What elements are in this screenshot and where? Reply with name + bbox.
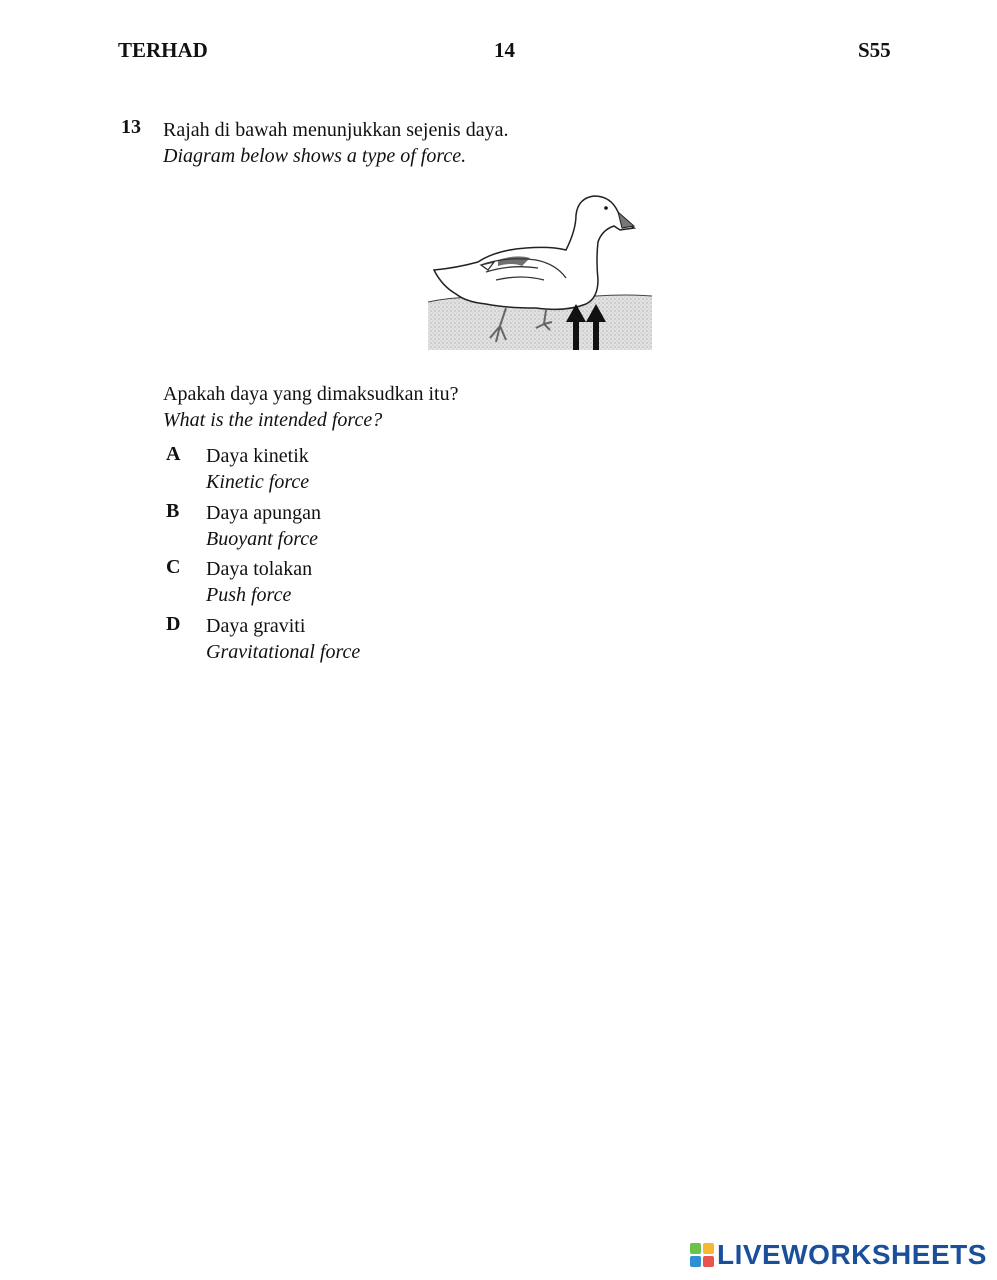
- option-english: Kinetic force: [206, 471, 310, 493]
- prompt-english: What is the intended force?: [163, 409, 383, 431]
- liveworksheets-wordmark: LIVEWORKSHEETS: [717, 1239, 987, 1270]
- question-number: 13: [121, 116, 141, 138]
- option-english: Buoyant force: [206, 527, 319, 550]
- stem-english: Diagram below shows a type of force.: [163, 145, 467, 167]
- option-english: Push force: [206, 584, 292, 606]
- header-page-number: 14: [494, 38, 515, 62]
- question-stem: [163, 117, 508, 169]
- duck-illustration: [426, 190, 656, 355]
- header-classification: TERHAD: [118, 38, 208, 62]
- option-letter: B: [166, 499, 180, 522]
- stem-malay: Rajah di bawah menunjukkan sejenis daya.: [163, 119, 509, 141]
- liveworksheets-logo[interactable]: [690, 1238, 987, 1272]
- option-letter: A: [166, 443, 181, 465]
- option-letter: D: [166, 612, 181, 635]
- prompt-malay: Apakah daya yang dimaksudkan itu?: [163, 383, 459, 405]
- option-text: [206, 500, 321, 552]
- option-text: [206, 443, 309, 495]
- duck-body: [434, 196, 634, 309]
- option-malay: Daya apungan: [206, 501, 321, 524]
- option-malay: Daya tolakan: [206, 558, 313, 580]
- option-text: [206, 613, 360, 665]
- option-english: Gravitational force: [206, 640, 361, 663]
- option-letter: C: [166, 556, 181, 578]
- page-header: [0, 38, 997, 68]
- option-text: [206, 556, 312, 608]
- option-malay: Daya kinetik: [206, 445, 309, 467]
- duck-eye: [604, 206, 608, 210]
- header-paper-code: S55: [858, 38, 891, 62]
- liveworksheets-icon: [690, 1243, 714, 1267]
- option-malay: Daya graviti: [206, 614, 306, 637]
- duck-buoyancy-diagram: [426, 190, 656, 355]
- question-prompt: [163, 381, 458, 433]
